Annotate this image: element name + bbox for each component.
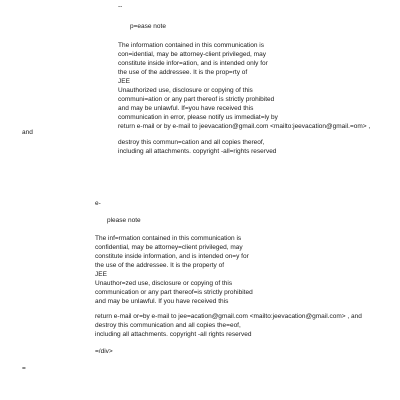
- second-notice-tail: [95, 312, 362, 339]
- text-line: Unauthor=zed use, disclosure or copying of this: [95, 280, 233, 287]
- text-line: including all attachments. copyright -all=rights reserved: [118, 148, 277, 155]
- text-line: The information contained in this communication is: [118, 42, 264, 49]
- first-notice-aside: and: [22, 129, 33, 136]
- text-line: including all attachments. copyright -all rights reserved: [95, 331, 252, 338]
- text-line: and may be unlawful. If you have received this: [95, 298, 229, 305]
- text-line: communication or any part thereof=is strictly prohibited: [95, 289, 253, 296]
- bottom-mark: =: [22, 365, 26, 372]
- text-line: communi=ation or any part thereof is strictly prohibited: [118, 96, 275, 103]
- text-line: Unauthorized use, disclosure or copying of this: [118, 87, 253, 94]
- text-line: the use of the addressee. It is the property of: [95, 262, 224, 269]
- text-line: The inf=rmation contained in this communication is: [95, 235, 242, 242]
- second-notice-heading: please note: [107, 217, 141, 224]
- second-notice-mark: e-: [95, 200, 101, 207]
- first-notice-heading: p=ease note: [130, 23, 166, 30]
- text-line: JEE: [118, 78, 130, 85]
- text-line: constitute inside information, and is intended on=y for: [95, 253, 249, 260]
- text-line: destroy this communication and all copies the=eof,: [95, 322, 241, 329]
- text-line: communication in error, please notify us immediat=ly by: [118, 114, 278, 121]
- closing-tag-text: =/div>: [95, 348, 113, 355]
- text-line: con=idential, may be attorney-client privileged, may: [118, 51, 266, 58]
- text-line: return e-mail or=by e-mail to jee=acation@gmail.com <mailto:jeevacation@gmail.com> , and: [95, 313, 362, 320]
- text-line: confidential, may be attorney=client privileged, may: [95, 244, 243, 251]
- text-line: constitute inside infor=ation, and is intended only for: [118, 60, 268, 67]
- text-line: destroy this commun=cation and all copies thereof,: [118, 139, 265, 146]
- first-notice-tail: [118, 138, 276, 156]
- text-line: JEE: [95, 271, 107, 278]
- second-notice-body: [95, 234, 253, 306]
- top-mark: --: [118, 3, 123, 10]
- first-notice-body: [118, 41, 370, 131]
- text-line: and may be unlawful. If=you have received this: [118, 105, 254, 112]
- text-line: return e-mail or by e-mail to jeevacation@gmail.com <mailto:jeevacation@gmail.=om> ,: [118, 123, 371, 130]
- text-line: the use of the addressee. It is the prop=rty of: [118, 69, 248, 76]
